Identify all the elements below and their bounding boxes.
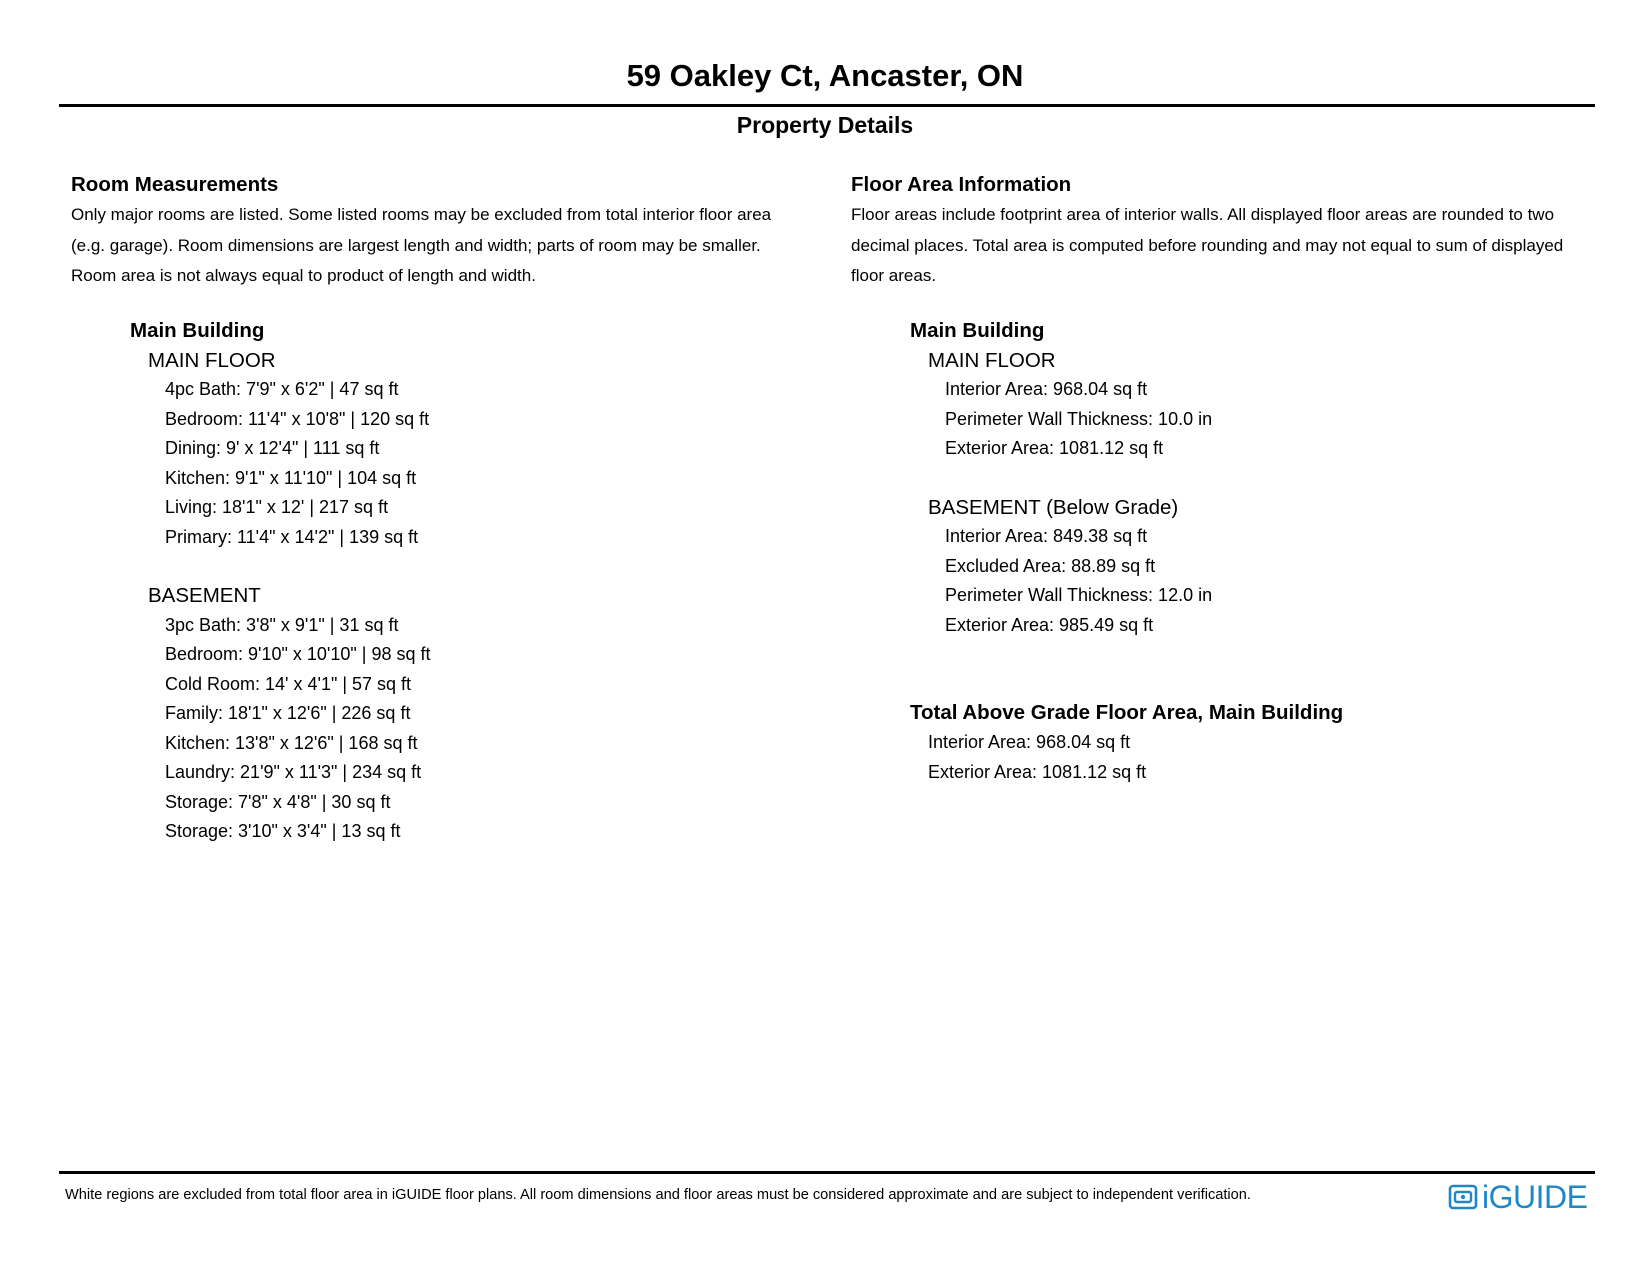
basement-area-list — [851, 522, 1611, 640]
room-item: Kitchen: 13'8" x 12'6" | 168 sq ft — [165, 732, 418, 753]
basement-room-list — [71, 611, 811, 847]
room-item: Family: 18'1" x 12'6" | 226 sq ft — [165, 703, 411, 723]
area-item: Interior Area: 849.38 sq ft — [945, 526, 1148, 546]
room-item: Dining: 9' x 12'4" | 111 sq ft — [165, 438, 380, 458]
room-item: 3pc Bath: 3'8" x 9'1" | 31 sq ft — [165, 614, 399, 635]
room-item: Storage: 7'8" x 4'8" | 30 sq ft — [165, 791, 391, 812]
room-measurements-heading: Room Measurements — [71, 173, 279, 196]
building-heading: Main Building — [910, 318, 1045, 342]
floor-heading-basement: BASEMENT (Below Grade) — [928, 495, 1179, 519]
room-measurements-section — [71, 170, 811, 847]
footer-divider — [59, 1171, 1595, 1174]
description-line: (e.g. garage). Room dimensions are largest length and width; parts of room may be smaller. — [71, 235, 761, 255]
floor-area-description — [851, 200, 1611, 292]
room-item: Living: 18'1" x 12' | 217 sq ft — [165, 497, 389, 517]
room-item: Laundry: 21'9" x 11'3" | 234 sq ft — [165, 762, 422, 782]
room-item: Cold Room: 14' x 4'1" | 57 sq ft — [165, 673, 412, 694]
area-item: Exterior Area: 1081.12 sq ft — [928, 761, 1147, 782]
area-item: Interior Area: 968.04 sq ft — [945, 379, 1148, 399]
description-line: Floor areas include footprint area of interior walls. All displayed floor areas are rounded to two — [851, 205, 1555, 224]
page-subtitle: Property Details — [736, 112, 914, 138]
description-line: floor areas. — [851, 266, 937, 285]
description-line: Only major rooms are listed. Some listed rooms may be excluded from total interior floor area — [71, 205, 772, 224]
main-floor-area-list — [851, 375, 1611, 464]
main-floor-room-list — [71, 375, 811, 552]
spacer — [851, 640, 1611, 698]
area-item: Exterior Area: 1081.12 sq ft — [945, 438, 1164, 458]
iguide-logo — [1448, 1180, 1587, 1214]
room-item: Kitchen: 9'1" x 11'10" | 104 sq ft — [165, 467, 417, 488]
floor-area-heading: Floor Area Information — [851, 173, 1072, 196]
room-item: Bedroom: 11'4" x 10'8" | 120 sq ft — [165, 408, 430, 429]
iguide-logo-text: iGUIDE — [1482, 1179, 1588, 1215]
area-item: Perimeter Wall Thickness: 12.0 in — [945, 585, 1213, 605]
room-item: Primary: 11'4" x 14'2" | 139 sq ft — [165, 526, 419, 547]
total-area-list — [851, 728, 1611, 787]
area-item: Excluded Area: 88.89 sq ft — [945, 555, 1156, 576]
iguide-logo-icon — [1448, 1182, 1480, 1212]
building-heading: Main Building — [130, 318, 265, 342]
footer-disclaimer: White regions are excluded from total floor area in iGUIDE floor plans. All room dimensions and floor areas must be considered approximate and are subject to independent verification. — [65, 1187, 1251, 1203]
description-line: decimal places. Total area is computed before rounding and may not equal to sum of displayed — [851, 235, 1564, 255]
spacer — [851, 464, 1611, 493]
area-item: Perimeter Wall Thickness: 10.0 in — [945, 408, 1213, 429]
room-item: Bedroom: 9'10" x 10'10" | 98 sq ft — [165, 644, 431, 664]
floor-heading-basement: BASEMENT — [148, 584, 261, 607]
area-item: Interior Area: 968.04 sq ft — [928, 732, 1131, 752]
floor-heading-main: MAIN FLOOR — [928, 348, 1056, 372]
floor-area-section — [851, 170, 1611, 787]
header-divider — [59, 104, 1595, 107]
room-item: 4pc Bath: 7'9" x 6'2" | 47 sq ft — [165, 379, 399, 399]
area-item: Exterior Area: 985.49 sq ft — [945, 614, 1154, 635]
description-line: Room area is not always equal to product of length and width. — [71, 266, 536, 285]
page-title: 59 Oakley Ct, Ancaster, ON — [626, 58, 1024, 93]
room-item: Storage: 3'10" x 3'4" | 13 sq ft — [165, 821, 401, 841]
room-measurements-description — [71, 200, 811, 292]
floor-heading-main: MAIN FLOOR — [148, 348, 276, 372]
spacer — [71, 552, 811, 581]
total-area-heading: Total Above Grade Floor Area, Main Building — [910, 701, 1344, 724]
